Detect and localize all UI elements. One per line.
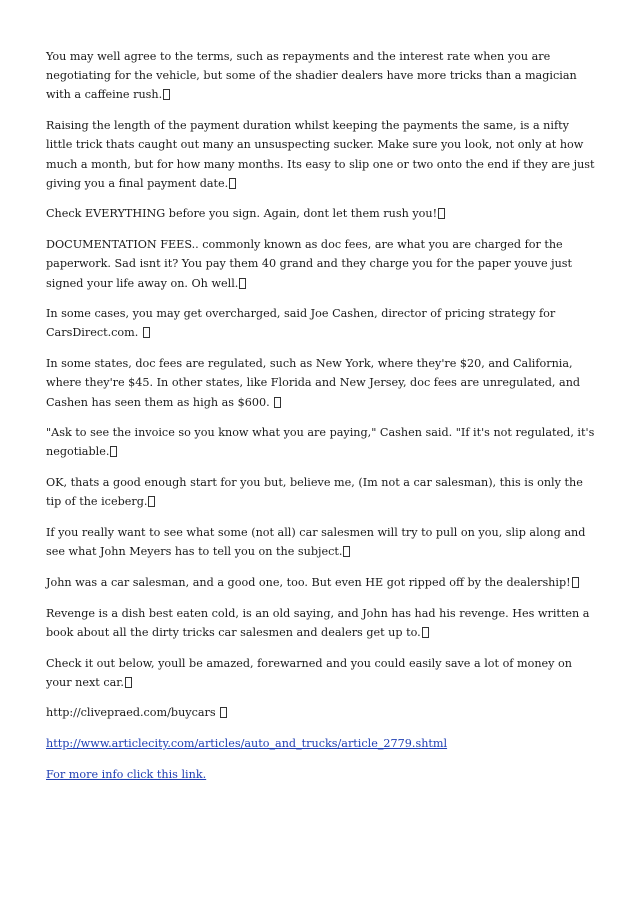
paragraph-2: Raising the length of the payment duration whilst keeping the payments the same, is a nifty little trick thats caught out many an unsuspecting sucker. Make sure you look, not only at how much a month, but for how many months. Its easy to slip one or two onto the end if they are just giving you a final payment date. [46,119,595,190]
buycars-url-text: http://clivepraed.com/buycars [46,703,598,722]
missing-glyph-icon [148,496,155,507]
missing-glyph-icon [422,627,429,638]
missing-glyph-icon [125,677,132,688]
document-page [46,47,598,796]
missing-glyph-icon [572,577,579,588]
paragraph-4: DOCUMENTATION FEES.. commonly known as doc fees, are what you are charged for the paperwork. Sad isnt it? You pay them 40 grand and they charge you for the paper youve just signed your life away on. Oh well. [46,238,573,290]
paragraph-11: Revenge is a dish best eaten cold, is an old saying, and John has had his revenge. Hes written a book about all the dirty tricks car salesmen and dealers get up to. [46,606,590,639]
paragraph-5: In some cases, you may get overcharged, said Joe Cashen, director of pricing strategy for CarsDirect.com. [46,307,556,340]
missing-glyph-icon [343,546,350,557]
missing-glyph-icon [220,707,227,718]
missing-glyph-icon [239,278,246,289]
paragraph-3: Check EVERYTHING before you sign. Again, dont let them rush you! [46,204,598,223]
paragraph-8: OK, thats a good enough start for you but, believe me, (Im not a car salesman), this is only the tip of the iceberg. [46,476,583,509]
paragraph-7: "Ask to see the invoice so you know what you are paying," Cashen said. "If it's not regulated, it's negotiable. [46,426,595,459]
paragraph-9: If you really want to see what some (not all) car salesmen will try to pull on you, slip along and see what John Meyers has to tell you on the subject. [46,526,586,559]
article-url-link[interactable]: http://www.articlecity.com/articles/auto_and_trucks/article_2779.shtml [46,737,448,751]
more-info-paragraph [46,765,598,784]
more-info-link[interactable]: For more info click this link. [46,767,207,781]
missing-glyph-icon [110,446,117,457]
missing-glyph-icon [229,178,236,189]
article-url-paragraph [46,734,598,753]
missing-glyph-icon [163,89,170,100]
paragraph-12: Check it out below, youll be amazed, forewarned and you could easily save a lot of money on your next car. [46,656,572,689]
missing-glyph-icon [274,397,281,408]
paragraph-1: You may well agree to the terms, such as repayments and the interest rate when you are negotiating for the vehicle, but some of the shadier dealers have more tricks than a magician with a caffeine rush. [46,50,577,102]
paragraph-6: In some states, doc fees are regulated, such as New York, where they're $20, and California, where they're $45. In other states, like Florida and New Jersey, doc fees are unregulated, and Cashen has seen them as high as $600. [46,357,581,409]
missing-glyph-icon [438,208,445,219]
missing-glyph-icon [143,327,150,338]
paragraph-10: John was a car salesman, and a good one, too. But even HE got ripped off by the dealership! [46,573,598,592]
